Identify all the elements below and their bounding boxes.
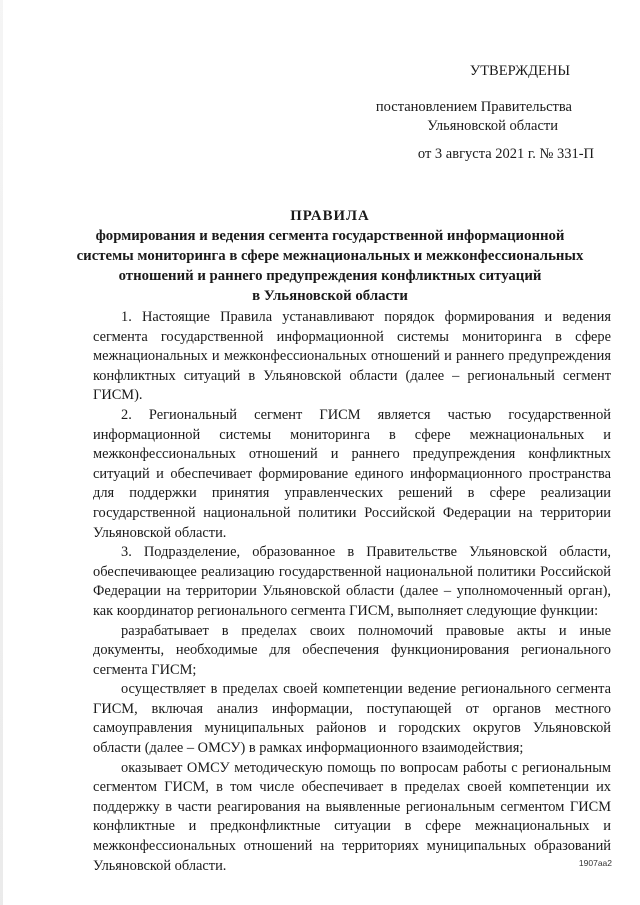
document-title	[60, 206, 600, 306]
approval-line-2: Ульяновской области	[427, 118, 558, 134]
document-body	[93, 308, 611, 876]
title-line-3: отношений и раннего предупреждения конфликтных ситуаций	[118, 268, 542, 284]
approval-line-1: постановлением Правительства	[375, 99, 572, 115]
function-item-2: осуществляет в пределах своей компетенции ведение регионального сегмента ГИСМ, включая анализ информации, поступающей от органов местного самоуправления муниципальных районов и городских округов Ульяновской области (далее – ОМСУ) в рамках информационного взаимодействия;	[93, 681, 611, 757]
paragraph-3: 3. Подразделение, образованное в Правительстве Ульяновской области, обеспечивающее реализацию государственной национальной политики Российской Федерации на территории Ульяновской области (далее – уполномоченный орган), как координатор регионального сегмента ГИСМ, выполняет следующие функции:	[93, 544, 611, 619]
title-line-1: формирования и ведения сегмента государственной информационной	[95, 228, 565, 244]
paragraph-2: 2. Региональный сегмент ГИСМ является частью государственной информационной системы мониторинга в сфере межнациональных и межконфессиональных отношений и раннего предупреждения конфликтных ситуаций и обеспечивает формирование единого информационного пространства для поддержки принятия управленческих решений в сфере реализации государственной национальной политики Российской Федерации на территории Ульяновской области.	[93, 406, 611, 541]
approval-date: от 3 августа 2021 г. № 331-П	[417, 146, 594, 162]
title-main: ПРАВИЛА	[290, 208, 370, 224]
footer-code: 1907aa2	[578, 858, 612, 868]
title-line-2: системы мониторинга в сфере межнациональных и межконфессиональных	[76, 248, 584, 264]
function-item-1: разрабатывает в пределах своих полномочий правовые акты и иные документы, необходимые для обеспечения функционирования регионального сегмента ГИСМ;	[93, 622, 611, 678]
approval-heading: УТВЕРЖДЕНЫ	[469, 63, 570, 79]
function-item-3: оказывает ОМСУ методическую помощь по вопросам работы с региональным сегментом ГИСМ, в том числе обеспечивает в пределах своей компетенции их поддержку в части реагирования на выявленные региональным сегментом ГИСМ конфликтные и предконфликтные ситуации в сфере межнациональных и межконфессиональных отношений на территориях муниципальных образований Ульяновской области.	[93, 759, 611, 874]
title-line-4: в Ульяновской области	[252, 288, 408, 304]
scan-edge	[0, 0, 3, 905]
paragraph-1: 1. Настоящие Правила устанавливают порядок формирования и ведения сегмента государственной информационной системы мониторинга в сфере межнациональных и межконфессиональных отношений и раннего предупреждения конфликтных ситуаций в Ульяновской области (далее – региональный сегмент ГИСМ).	[93, 309, 611, 404]
